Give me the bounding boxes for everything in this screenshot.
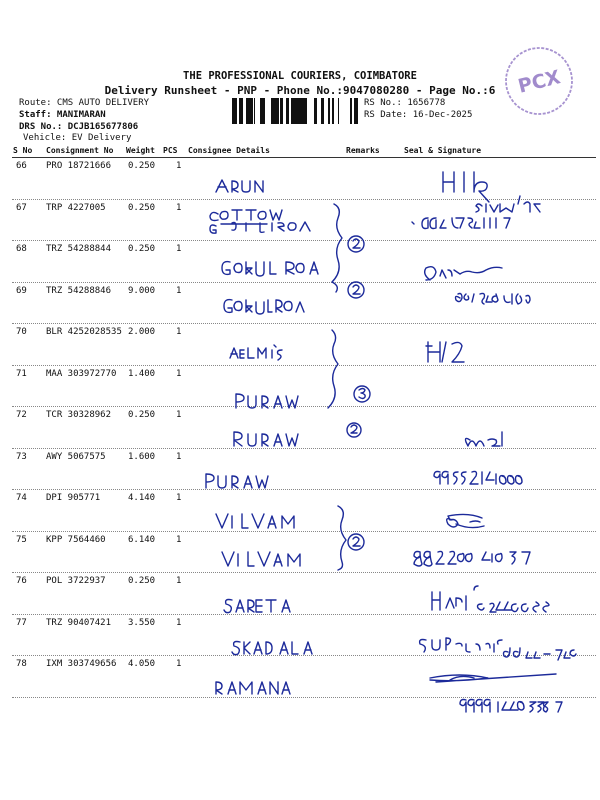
cell-weight: 2.000 xyxy=(128,327,156,337)
cell-consignment: AWY 5067575 xyxy=(46,451,106,462)
cell-consignment: MAA 303972770 xyxy=(46,368,117,379)
col-pcs: PCS xyxy=(163,146,178,155)
cell-consignment: IXM 303749656 xyxy=(46,659,117,669)
col-weight: Weight xyxy=(126,146,155,155)
cell-weight: 9.000 xyxy=(128,285,156,296)
cell-sno: 72 xyxy=(16,410,27,420)
cell-pcs: 1 xyxy=(176,451,182,462)
cell-weight: 1.600 xyxy=(128,451,156,462)
cell-sno: 71 xyxy=(16,368,27,379)
cell-pcs: 1 xyxy=(176,368,182,379)
row-divider xyxy=(12,572,596,573)
cell-consignment: KPP 7564460 xyxy=(46,534,106,545)
cell-sno: 74 xyxy=(16,493,27,503)
cell-sno: 69 xyxy=(16,285,27,296)
cell-pcs: 1 xyxy=(176,161,182,171)
cell-consignment: TRZ 54288844 xyxy=(46,244,112,254)
row-divider xyxy=(12,365,596,366)
vehicle-info: Vehicle: EV Delivery xyxy=(23,133,132,143)
rs-date: RS Date: 16-Dec-2025 xyxy=(364,110,473,120)
cell-sno: 77 xyxy=(16,617,27,628)
cell-consignment: TRZ 90407421 xyxy=(46,617,112,628)
cell-pcs: 1 xyxy=(176,202,182,213)
cell-weight: 0.250 xyxy=(128,244,156,254)
col-consignment: Consignment No xyxy=(46,146,114,155)
cell-weight: 4.140 xyxy=(128,493,156,503)
delivery-table xyxy=(12,144,596,740)
cell-consignment: POL 3722937 xyxy=(46,576,106,586)
cell-sno: 78 xyxy=(16,659,27,669)
col-consignee: Consignee Details xyxy=(188,146,270,155)
cell-weight: 4.050 xyxy=(128,659,156,669)
company-title: THE PROFESSIONAL COURIERS, COIMBATORE xyxy=(183,70,417,82)
barcode-image xyxy=(232,98,360,124)
row-divider xyxy=(12,489,596,490)
rs-number: RS No.: 1656778 xyxy=(364,98,446,108)
cell-weight: 1.400 xyxy=(128,368,156,379)
row-divider xyxy=(12,531,596,532)
cell-pcs: 1 xyxy=(176,410,182,420)
cell-weight: 0.250 xyxy=(128,202,156,213)
cell-consignment: BLR 4252028535 xyxy=(46,327,122,337)
cell-pcs: 1 xyxy=(176,534,182,545)
cell-pcs: 1 xyxy=(176,493,182,503)
cell-weight: 3.550 xyxy=(128,617,156,628)
cell-consignment: TCR 30328962 xyxy=(46,410,112,420)
cell-consignment: TRZ 54288846 xyxy=(46,285,112,296)
cell-sno: 68 xyxy=(16,244,27,254)
cell-sno: 75 xyxy=(16,534,27,545)
cell-weight: 0.250 xyxy=(128,161,156,171)
cell-weight: 0.250 xyxy=(128,576,156,586)
row-divider xyxy=(12,448,596,449)
cell-pcs: 1 xyxy=(176,576,182,586)
cell-sno: 73 xyxy=(16,451,27,462)
row-divider xyxy=(12,240,596,241)
cell-pcs: 1 xyxy=(176,244,182,254)
col-sno: S No xyxy=(13,146,33,155)
row-divider xyxy=(12,406,596,407)
cell-weight: 6.140 xyxy=(128,534,156,545)
pcx-stamp xyxy=(502,44,576,118)
row-divider xyxy=(12,199,596,200)
cell-pcs: 1 xyxy=(176,617,182,628)
col-seal: Seal & Signature xyxy=(404,146,482,155)
cell-sno: 67 xyxy=(16,202,27,213)
cell-weight: 0.250 xyxy=(128,410,156,420)
cell-pcs: 1 xyxy=(176,659,182,669)
cell-sno: 66 xyxy=(16,161,27,171)
cell-consignment: DPI 905771 xyxy=(46,493,101,503)
row-divider xyxy=(12,323,596,324)
cell-pcs: 1 xyxy=(176,285,182,296)
row-divider xyxy=(12,282,596,283)
header-rule xyxy=(12,157,596,158)
route-info: Route: CMS AUTO DELIVERY xyxy=(19,98,150,108)
row-divider xyxy=(12,655,596,656)
cell-consignment: PRO 18721666 xyxy=(46,161,112,171)
col-remarks: Remarks xyxy=(346,146,380,155)
stamp-text: PCX xyxy=(515,66,563,98)
drs-number: DRS No.: DCJB165677806 xyxy=(19,122,139,132)
cell-pcs: 1 xyxy=(176,327,182,337)
cell-sno: 76 xyxy=(16,576,27,586)
cell-sno: 70 xyxy=(16,327,27,337)
row-divider xyxy=(12,614,596,615)
row-divider xyxy=(12,697,596,698)
runsheet-title: Delivery Runsheet - PNP - Phone No.:9047080280 - Page No.:6 xyxy=(104,84,496,97)
cell-consignment: TRP 4227005 xyxy=(46,202,106,213)
staff-info: Staff: MANIMARAN xyxy=(19,110,106,120)
